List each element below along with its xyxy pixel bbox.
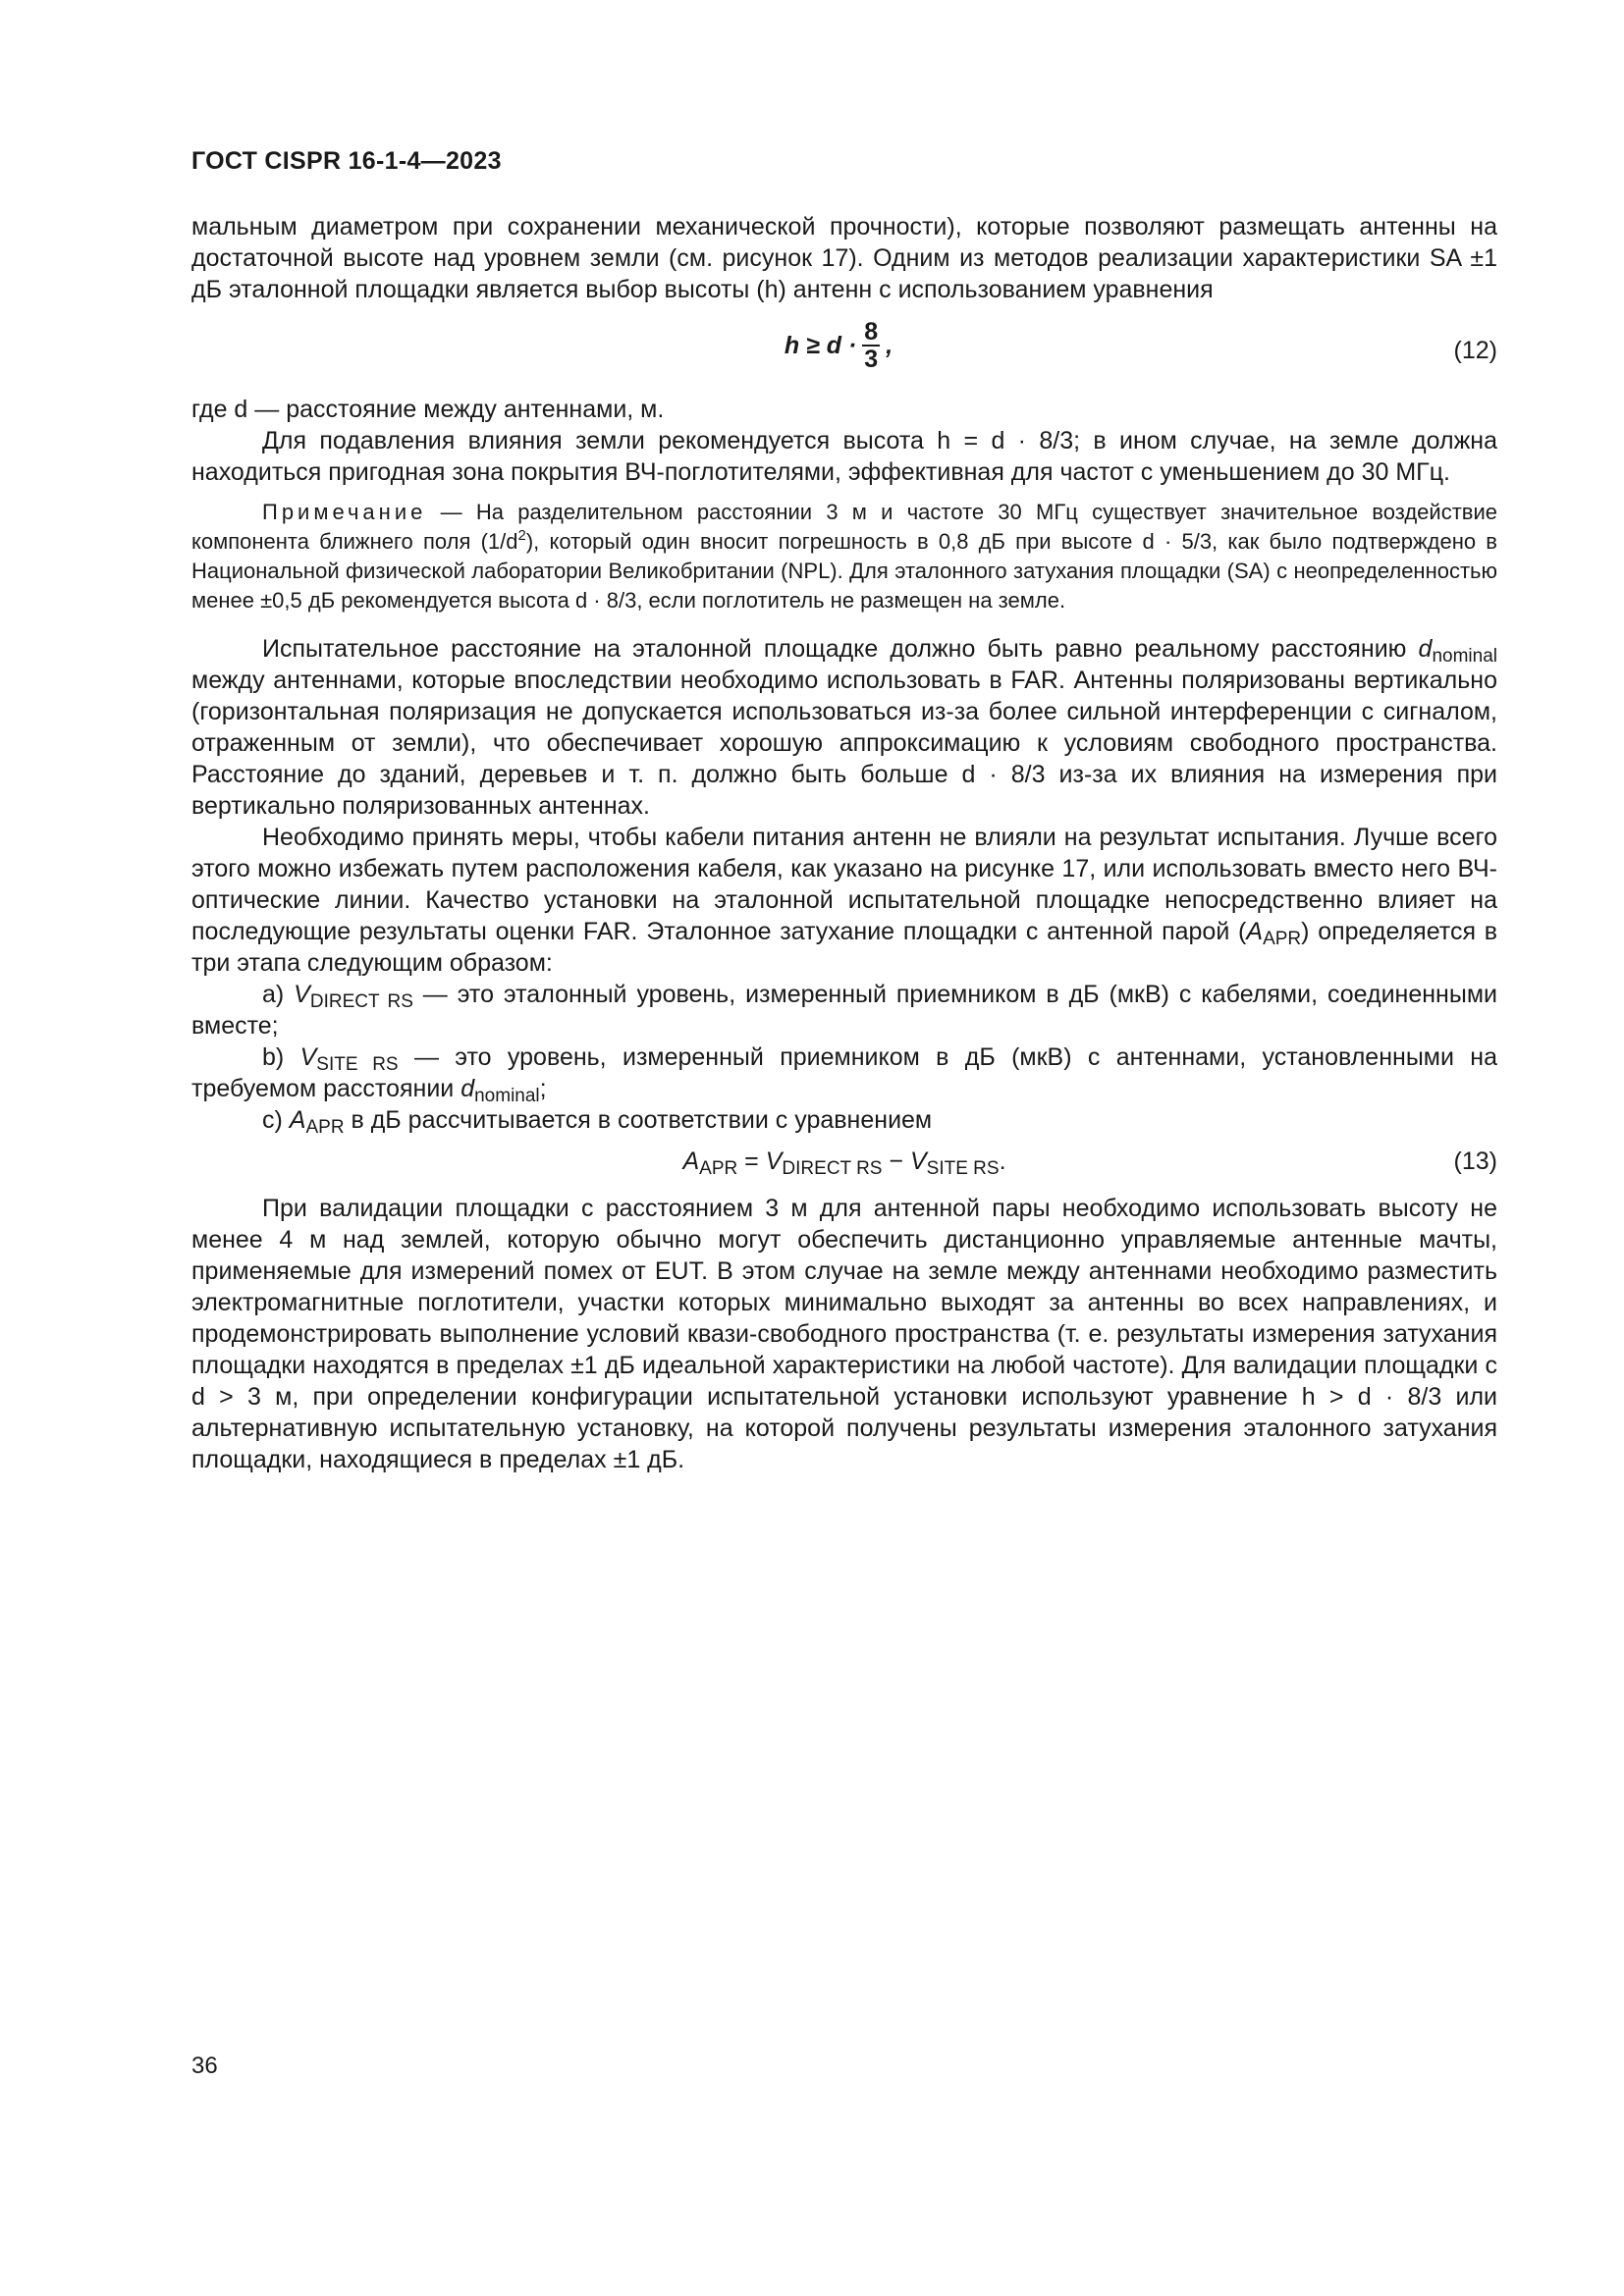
list-text: — это эталонный уровень, измеренный приемником в дБ (мкВ) с кабелями, соединенными вместе; <box>191 981 1497 1040</box>
formula-12 <box>191 305 1497 394</box>
document-body <box>191 211 1497 1475</box>
formula-12-numerator: 8 <box>864 318 879 346</box>
paragraph-text: между антеннами, которые впоследствии необходимо использовать в FAR. Антенны поляризованы вертикально (горизонтальная поляризация не допускается использоваться из-за более сильной интерференции с сигналом, отраженным от земли), что обеспечивает хорошую аппроксимацию к условиям свободного пространства. Расстояние до зданий, деревьев и т. п. должно быть больше d · 8/3 из-за их влияния на измерения при вертикально поляризованных антеннах. <box>191 667 1497 820</box>
symbol-a: A <box>1246 918 1264 945</box>
paragraph-text: ) определяется в три этапа следующим образом: <box>191 918 1498 977</box>
page-number: 36 <box>191 2053 218 2079</box>
formula-13-number: (13) <box>1453 1148 1497 1175</box>
subscript-apr: APR <box>699 1158 738 1179</box>
formula-12-fraction <box>862 319 880 372</box>
note-superscript: 2 <box>517 527 526 544</box>
formula-13 <box>191 1136 1497 1193</box>
subscript-direct-rs: DIRECT RS <box>782 1158 883 1179</box>
subscript-site-rs: SITE RS <box>316 1054 399 1075</box>
equals-sign: = <box>737 1148 766 1175</box>
paragraph-text: Испытательное расстояние на эталонной площадке должно быть равно реальному расстоянию <box>262 635 1419 663</box>
formula-12-expression <box>191 319 1497 372</box>
minus-sign: − <box>882 1148 910 1175</box>
note-text-2: ), который один вносит погрешность в 0,8 дБ при высоте d · 5/3, как было подтверждено в Национальной физической лаборатории Великобритании (NPL). Для эталонного затухания площадки (SA) с неопределенностью менее ±0,5 дБ рекомендуется высота d · 8/3, если поглотитель не размещен на земле. <box>191 529 1497 613</box>
list-marker: a) <box>262 981 295 1008</box>
symbol-v: V <box>299 1043 317 1071</box>
symbol-v: V <box>909 1148 927 1175</box>
list-item-a <box>191 979 1497 1041</box>
formula-12-number: (12) <box>1453 337 1497 364</box>
paragraph-test-distance <box>191 633 1497 822</box>
symbol-d: d <box>460 1075 475 1102</box>
document-header: ГОСТ CISPR 16-1-4—2023 <box>191 147 502 175</box>
note-text-1: — На разделительном расстоянии 3 м и частоте 30 МГц существует значительное воздействие компонента ближнего поля (1/d <box>191 500 1497 554</box>
symbol-v: V <box>294 981 310 1008</box>
list-item-b <box>191 1041 1497 1104</box>
list-text: — это уровень, измеренный приемником в дБ (мкВ) с антеннами, установленными на требуемом расстоянии <box>191 1043 1497 1102</box>
document-page <box>191 147 1497 1475</box>
formula-13-expression <box>191 1146 1497 1177</box>
list-text-end: ; <box>539 1075 547 1102</box>
formula-12-lhs: h ≥ d · <box>784 332 857 359</box>
subscript-apr: APR <box>305 1117 345 1138</box>
subscript-nominal: nominal <box>1432 646 1497 667</box>
symbol-a: A <box>682 1148 700 1175</box>
formula-tail: . <box>999 1148 1006 1175</box>
note-label: Примечание <box>262 500 427 524</box>
symbol-v: V <box>765 1148 783 1175</box>
formula-12-tail: , <box>886 332 893 359</box>
paragraph-validation: При валидации площадки с расстоянием 3 м для антенной пары необходимо использовать высоту не менее 4 м над землей, которую обычно могут обеспечить дистанционно управляемые антенные мачты, применяемые для измерений помех от EUT. В этом случае на земле между антеннами необходимо разместить электромагнитные поглотители, участки которых минимально выходят за антенны во всех направлениях, и продемонстрировать выполнение условий квази-свободного пространства (т. е. результаты измерения затухания площадки находятся в пределах ±1 дБ идеальной характеристики на любой частоте). Для валидации площадки с d > 3 м, при определении конфигурации испытательной установки используют уравнение h > d · 8/3 или альтернативную испытательную установку, на которой получены результаты измерения эталонного затухания площадки, находящиеся в пределах ±1 дБ. <box>191 1195 1497 1473</box>
list-marker: b) <box>262 1043 300 1071</box>
note-block <box>191 498 1497 615</box>
list-text: в дБ рассчитывается в соответствии с уравнением <box>344 1106 933 1134</box>
formula-12-denominator: 3 <box>864 346 879 373</box>
paragraph-cables <box>191 822 1497 979</box>
list-item-c <box>191 1104 1497 1136</box>
symbol-a: A <box>289 1106 306 1134</box>
paragraph-text: Необходимо принять меры, чтобы кабели питания антенн не влияли на результат испытания. Лучше всего этого можно избежать путем расположения кабеля, как указано на рисунке 17, или использовать вместо него ВЧ-оптические линии. Качество установки на эталонной испытательной площадке непосредственно влияет на последующие результаты оценки FAR. Эталонное затухание площадки с антенной парой ( <box>191 824 1497 945</box>
list-marker: c) <box>262 1106 290 1134</box>
paragraph-ground-suppression: Для подавления влияния земли рекомендуется высота h = d · 8/3; в ином случае, на земле должна находиться пригодная зона покрытия ВЧ-поглотителями, эффективная для частот с уменьшением до 30 МГц. <box>191 427 1497 486</box>
paragraph-where: где d — расстояние между антеннами, м. <box>191 396 665 423</box>
subscript-nominal: nominal <box>474 1086 540 1106</box>
symbol-d: d <box>1418 635 1433 663</box>
subscript-apr: APR <box>1263 929 1302 949</box>
subscript-direct-rs: DIRECT RS <box>309 991 413 1012</box>
paragraph-continuation: мальным диаметром при сохранении механической прочности), которые позволяют размещать антенны на достаточной высоте над уровнем земли (см. рисунок 17). Одним из методов реализации характеристики SA ±1 дБ эталонной площадки является выбор высоты (h) антенн с использованием уравнения <box>191 213 1497 303</box>
subscript-site-rs: SITE RS <box>926 1158 1000 1179</box>
